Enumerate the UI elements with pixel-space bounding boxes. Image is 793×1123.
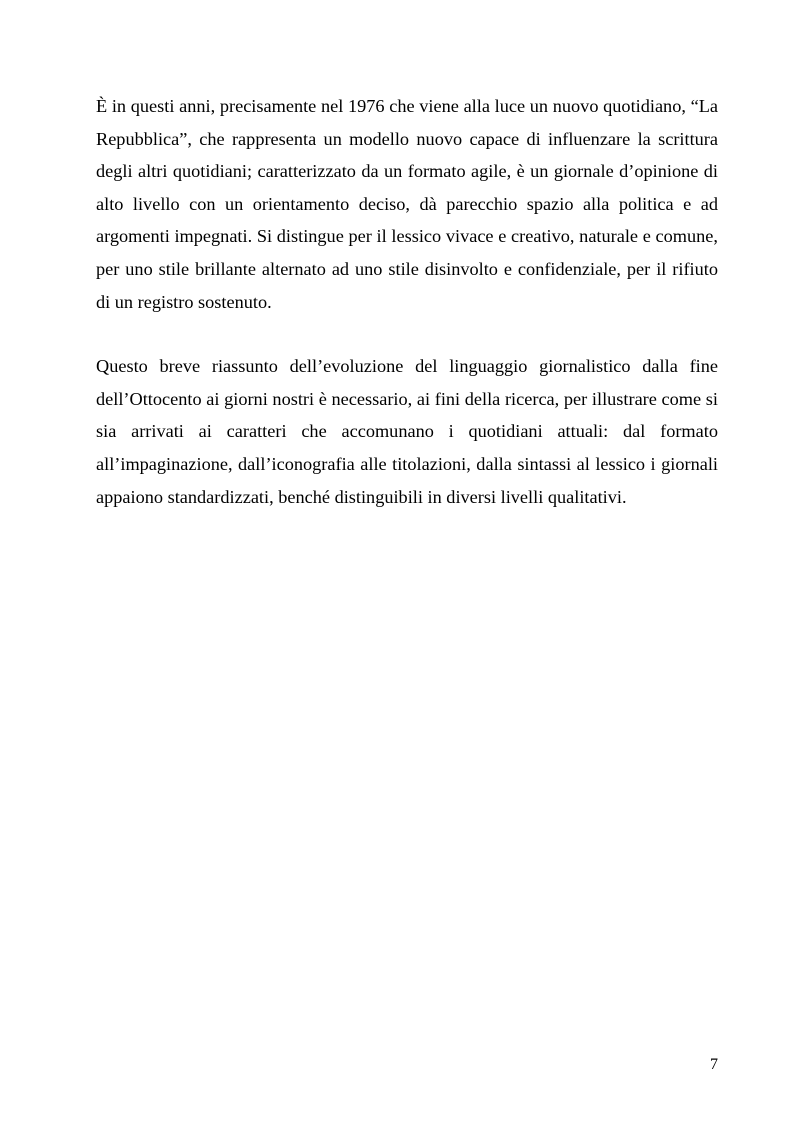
- page-number: 7: [710, 1056, 718, 1073]
- paragraph: Questo breve riassunto dell’evoluzione del linguaggio giornalistico dalla fine dell’Ottocento ai giorni nostri è necessario, ai fini della ricerca, per illustrare come si sia arrivati ai caratteri che accomunano i quotidiani attuali: dal formato all’impaginazione, dall’iconografia alle titolazioni, dalla sintassi al lessico i giornali appaiono standardizzati, benché distinguibili in diversi livelli qualitativi.: [96, 356, 718, 507]
- body-text: [96, 90, 718, 513]
- paragraph: È in questi anni, precisamente nel 1976 che viene alla luce un nuovo quotidiano, “La Repubblica”, che rappresenta un modello nuovo capace di influenzare la scrittura degli altri quotidiani; caratterizzato da un formato agile, è un giornale d’opinione di alto livello con un orientamento deciso, dà parecchio spazio alla politica e ad argomenti impegnati. Si distingue per il lessico vivace e creativo, naturale e comune, per uno stile brillante alternato ad uno stile disinvolto e confidenziale, per il rifiuto di un registro sostenuto.: [96, 96, 718, 312]
